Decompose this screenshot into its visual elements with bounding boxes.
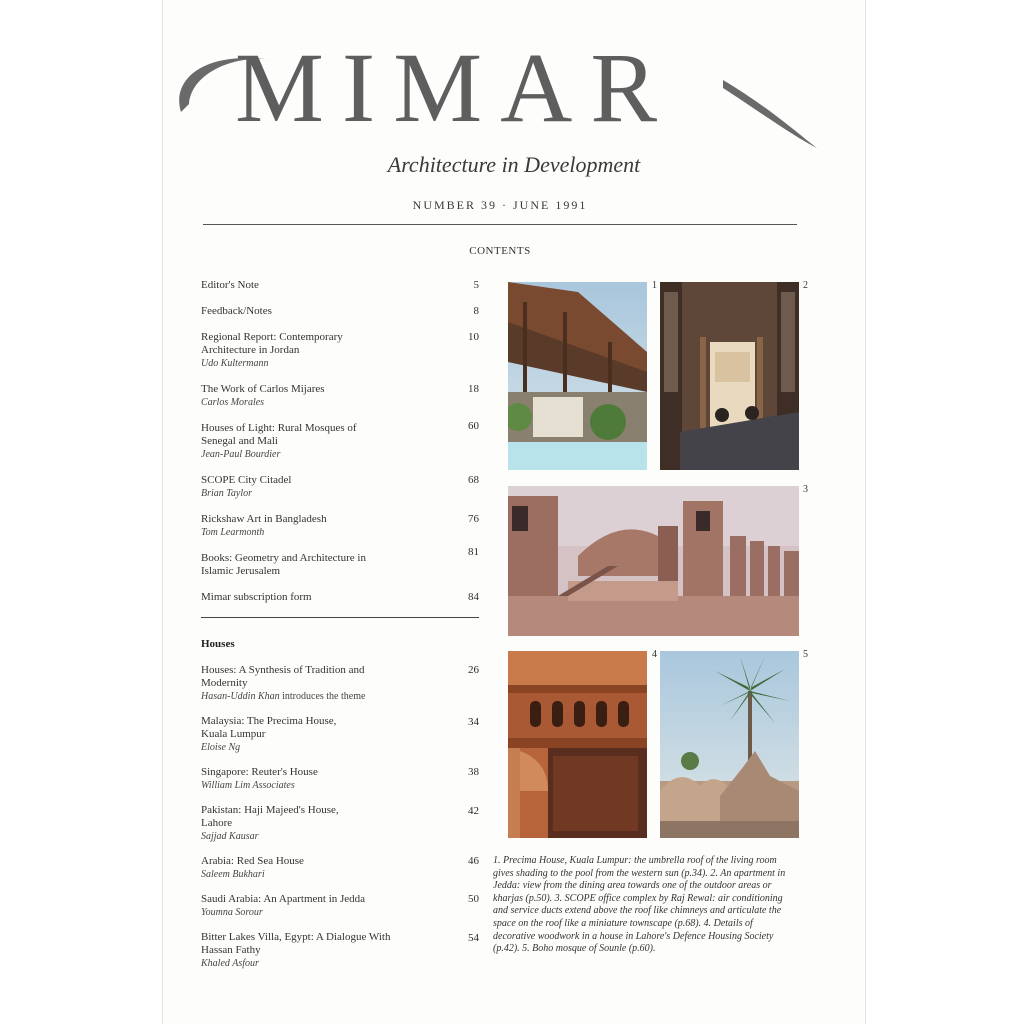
toc-entry[interactable] — [201, 474, 479, 500]
toc-author-line — [201, 690, 451, 703]
toc-entry[interactable] — [201, 715, 391, 754]
photo-number-4: 4 — [652, 649, 657, 660]
toc-author-suffix: introduces the theme — [279, 691, 366, 702]
toc-entry[interactable] — [201, 766, 479, 792]
toc-entry[interactable] — [201, 552, 411, 578]
toc-title: Arabia: Red Sea House — [201, 855, 304, 867]
photo-number-3: 3 — [803, 484, 808, 495]
toc-title: Rickshaw Art in Bangladesh — [201, 513, 327, 525]
toc-entry[interactable] — [201, 931, 421, 970]
toc-author: Khaled Asfour — [201, 958, 259, 969]
toc-entry[interactable] — [201, 804, 391, 843]
toc-title: Bitter Lakes Villa, Egypt: A Dialogue With Hassan Fathy — [201, 931, 391, 956]
photo-precima-house — [508, 282, 647, 470]
magazine-page — [162, 0, 866, 1024]
toc-entry[interactable] — [201, 664, 481, 703]
toc-title: The Work of Carlos Mijares — [201, 383, 325, 395]
toc-page: 50 — [468, 893, 479, 905]
toc-author: Brian Taylor — [201, 488, 253, 499]
photo-jedda-apartment — [660, 282, 799, 470]
toc-author: Sajjad Kausar — [201, 831, 259, 842]
toc-entry[interactable] — [201, 855, 479, 881]
toc-title: Malaysia: The Precima House, Kuala Lumpur — [201, 715, 337, 740]
toc-page: 76 — [468, 513, 479, 525]
toc-houses — [201, 664, 479, 970]
masthead-title: MIMAR — [235, 32, 676, 143]
toc-entry[interactable] — [201, 591, 479, 604]
toc-title: Regional Report: Contemporary Architecture in Jordan — [201, 331, 343, 356]
toc-page: 54 — [468, 932, 479, 944]
toc-author: William Lim Associates — [201, 780, 295, 791]
photo-scope-office-complex — [508, 486, 799, 636]
toc-title: Singapore: Reuter's House — [201, 766, 318, 778]
toc-title: Houses: A Synthesis of Tradition and Modernity — [201, 664, 365, 689]
toc-page: 68 — [468, 474, 479, 486]
toc-title: Books: Geometry and Architecture in Islamic Jerusalem — [201, 552, 366, 577]
toc-author: Hasan-Uddin Khan — [201, 691, 280, 702]
photo-number-2: 2 — [803, 280, 808, 291]
masthead-rule — [203, 224, 797, 225]
toc-author: Eloise Ng — [201, 742, 241, 753]
toc-page: 81 — [468, 546, 479, 558]
toc-page: 8 — [473, 305, 479, 317]
toc-entry[interactable] — [201, 383, 479, 409]
toc-entry[interactable] — [201, 279, 479, 292]
toc-divider — [201, 617, 479, 618]
toc-title: SCOPE City Citadel — [201, 474, 292, 486]
toc-entry[interactable] — [201, 422, 411, 461]
toc-author: Saleem Bukhari — [201, 869, 265, 880]
masthead — [163, 32, 865, 150]
toc-author: Youmna Sorour — [201, 907, 263, 918]
toc-author: Carlos Morales — [201, 397, 265, 408]
toc-author: Udo Kultermann — [201, 358, 269, 369]
photo-lahore-woodwork — [508, 651, 647, 838]
toc-page: 46 — [468, 855, 479, 867]
photo-caption: 1. Precima House, Kuala Lumpur: the umbrella roof of the living room gives shading to the pool from the western sun (p.34). 2. An apartment in Jedda: view from the dining area towards one of the outdoor areas or kharjas (p.50). 3. SCOPE office complex by Raj Rewal: air conditioning and service ducts extend above the roof like chimneys and articulate the space on the roof like a miniature townscape (p.68). 4. Details of decorative woodwork in a house in Lahore's Defence Housing Society (p.42). 5. Boho mosque of Sounle (p.60). — [493, 855, 786, 955]
photo-boho-mosque — [660, 651, 799, 838]
toc-page: 5 — [473, 279, 479, 291]
toc-author: Tom Learmonth — [201, 527, 265, 538]
toc-page: 34 — [468, 716, 479, 728]
toc-page: 18 — [468, 383, 479, 395]
toc-title: Mimar subscription form — [201, 591, 312, 603]
issue-line: NUMBER 39 · JUNE 1991 — [412, 198, 588, 212]
toc-title: Saudi Arabia: An Apartment in Jedda — [201, 893, 366, 905]
toc-title: Pakistan: Haji Majeed's House, Lahore — [201, 804, 339, 829]
toc-entry[interactable] — [201, 305, 479, 318]
toc-page: 38 — [468, 766, 479, 778]
toc-title: Houses of Light: Rural Mosques of Senegal and Mali — [201, 422, 357, 447]
toc-page: 84 — [468, 591, 479, 603]
photo-number-5: 5 — [803, 649, 808, 660]
toc-title: Feedback/Notes — [201, 305, 272, 317]
toc-page: 10 — [468, 331, 479, 343]
toc-entry[interactable] — [201, 331, 396, 370]
toc-page: 60 — [468, 420, 479, 432]
toc-main — [201, 279, 479, 604]
toc-entry[interactable] — [201, 513, 479, 539]
contents-heading: CONTENTS — [469, 245, 531, 257]
toc-title: Editor's Note — [201, 279, 259, 291]
photo-number-1: 1 — [652, 280, 657, 291]
houses-section-heading: Houses — [201, 638, 235, 650]
masthead-subtitle: Architecture in Development — [387, 152, 641, 177]
toc-entry[interactable] — [201, 893, 479, 919]
toc-page: 42 — [468, 805, 479, 817]
toc-author: Jean-Paul Bourdier — [201, 449, 281, 460]
toc-page: 26 — [468, 664, 479, 676]
